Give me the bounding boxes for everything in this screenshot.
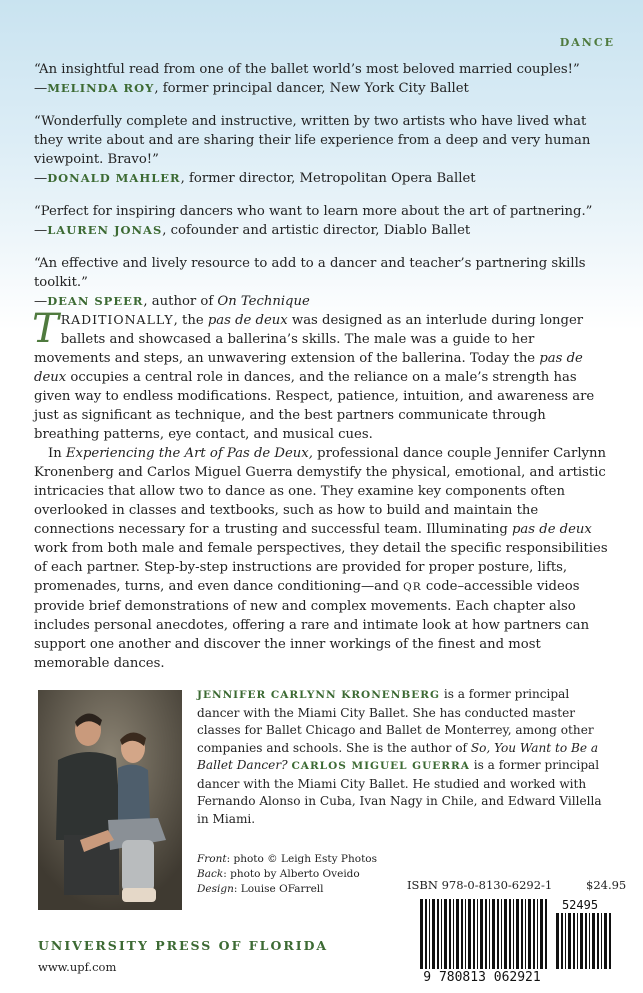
credit-line — [197, 867, 397, 882]
publisher-url: www.upf.com — [38, 960, 117, 974]
endorser-name: MELINDA ROY — [47, 81, 155, 95]
credit-text: : photo © Leigh Esty Photos — [226, 853, 377, 865]
author-name: JENNIFER CARLYNN KRONENBERG — [197, 689, 440, 701]
barcode-bar — [580, 913, 583, 969]
barcode-bar — [429, 899, 430, 969]
qr-abbrev: QR — [403, 581, 422, 593]
description-text: occupies a central role in dances, and the reliance on a male’s strength has given way to endless modifications. Respect, patience, intuition, and awareness are just as significant as technique, and the best partners communicate through breathing patterns, eye contact, and musical cues. — [34, 370, 595, 442]
endorsement-quote: “An insightful read from one of the ballet world’s most beloved married couples!” — [34, 62, 580, 77]
barcode-bar — [453, 899, 454, 969]
barcode-bar — [509, 899, 511, 969]
barcode — [410, 895, 618, 985]
description-text: professional dance couple Jennifer Carlynn Kronenberg and Carlos Miguel Guerra demystify the physical, emotional, and artistic intricacies that allow two to dance as one. They examine key components often overlooked in classes and textbooks, such as how to build and maintain the connections necessary for a trusting and successful team. Illuminating — [34, 446, 606, 537]
barcode-bar — [597, 913, 599, 969]
description-italic: pas de deux — [207, 313, 288, 328]
description-text: In — [48, 446, 66, 461]
endorser-book-title: On Technique — [217, 294, 310, 309]
barcode-bar — [525, 899, 526, 969]
credit-line — [197, 852, 397, 867]
description-paragraph — [34, 444, 614, 673]
credit-text: : photo by Alberto Oveido — [223, 868, 360, 880]
barcode-bar — [485, 899, 487, 969]
description-italic: Experiencing the Art of Pas de Deux, — [65, 446, 313, 461]
barcode-bar — [432, 899, 435, 969]
endorsements — [34, 60, 614, 325]
photo-credits — [197, 852, 397, 897]
barcode-bar — [504, 899, 507, 969]
endorsement-source: —LAUREN JONAS, cofounder and artistic director, Diablo Ballet — [34, 223, 471, 238]
endorsement — [34, 112, 614, 188]
publisher-name: UNIVERSITY PRESS OF FLORIDA — [38, 938, 329, 953]
bio-paragraph — [197, 686, 613, 828]
barcode-bar — [573, 913, 575, 969]
barcode-bar — [609, 913, 611, 969]
drop-cap: T — [32, 306, 59, 352]
barcode-bar — [468, 899, 471, 969]
endorser-affiliation: , former principal dancer, New York City Ballet — [154, 81, 469, 96]
barcode-bar — [441, 899, 442, 969]
barcode-bar — [473, 899, 475, 969]
endorser-name: DEAN SPEER — [47, 294, 144, 308]
barcode-graphic — [410, 895, 618, 985]
author-photo — [38, 690, 182, 910]
barcode-bar — [537, 899, 538, 969]
barcode-bar — [489, 899, 490, 969]
bio-book-title: So, You Want to Be a Ballet Dancer? — [197, 740, 599, 772]
endorsement — [34, 60, 614, 98]
barcode-bar — [497, 899, 499, 969]
description-italic: pas de deux — [511, 522, 592, 537]
endorsement-quote: “Perfect for inspiring dancers who want to learn more about the art of partnering.” — [34, 204, 593, 219]
endorsement — [34, 202, 614, 240]
barcode-bar — [568, 913, 571, 969]
barcode-bar — [604, 913, 607, 969]
barcode-digits: 9 780813 062921 — [423, 970, 541, 985]
description-italic: pas de deux — [34, 351, 583, 385]
barcode-bar — [420, 899, 423, 969]
credit-label: Design — [197, 883, 234, 895]
barcode-bar — [425, 899, 427, 969]
barcode-bar — [437, 899, 439, 969]
barcode-bar — [521, 899, 523, 969]
barcode-bar — [601, 913, 602, 969]
endorsement-source: —DEAN SPEER, author of On Technique — [34, 294, 310, 309]
author-name: CARLOS MIGUEL GUERRA — [291, 760, 470, 772]
barcode-bar — [456, 899, 459, 969]
credit-line — [197, 882, 397, 897]
barcode-bar — [449, 899, 451, 969]
category-label: DANCE — [559, 36, 615, 49]
description-text: , the — [173, 313, 208, 328]
endorser-affiliation: , author of — [143, 294, 218, 309]
endorser-affiliation: , former director, Metropolitan Opera Ballet — [180, 171, 476, 186]
barcode-bar — [545, 899, 547, 969]
endorsement-quote: “Wonderfully complete and instructive, written by two artists who have lived what they write about and are sharing their life experience from a deep and very human viewpoint. Bravo!” — [34, 114, 591, 167]
barcode-bar — [540, 899, 543, 969]
endorsement-source: —MELINDA ROY, former principal dancer, New York City Ballet — [34, 81, 469, 96]
description-text: code–accessible videos provide brief demonstrations of new and complex movements. Each chapter also includes personal anecdotes, offering a rare and intimate look at how partners can support one another and discover the inner workings of the finest and most memorable dances. — [34, 579, 590, 671]
bio-text: is a former principal dancer with the Miami City Ballet. He studied and worked with Fernando Alonso in Cuba, Ivan Nagy in Chile, and Edward Villella in Miami. — [197, 758, 602, 826]
barcode-bar — [461, 899, 463, 969]
description-paragraph — [32, 306, 614, 444]
barcode-bar — [561, 913, 563, 969]
endorser-name: LAUREN JONAS — [47, 223, 163, 237]
barcode-bar — [589, 913, 590, 969]
description-text: was designed as an interlude during longer ballets and showcased a ballerina’s skills. The male was a guide to her movements and steps, an unwavering extension of the ballerina. Today the — [34, 313, 584, 366]
endorsement-source: —DONALD MAHLER, former director, Metropolitan Opera Ballet — [34, 171, 476, 186]
endorser-name: DONALD MAHLER — [47, 171, 181, 185]
endorsement-quote: “An effective and lively resource to add to a dancer and teacher’s partnering skills toolkit.” — [34, 256, 586, 290]
barcode-bar — [444, 899, 447, 969]
credit-text: : Louise OFarrell — [233, 883, 324, 895]
lead-in: RADITIONALLY — [60, 312, 174, 327]
barcode-bar — [585, 913, 587, 969]
barcode-bar — [492, 899, 495, 969]
barcode-bar — [501, 899, 502, 969]
barcode-bar — [516, 899, 519, 969]
endorser-affiliation: , cofounder and artistic director, Diablo Ballet — [162, 223, 471, 238]
endorsement — [34, 254, 614, 311]
isbn: ISBN 978-0-8130-6292-1 — [407, 878, 553, 892]
barcode-bar — [565, 913, 566, 969]
description-text: work from both male and female perspectives, they detail the specific responsibilities of each partner. Step-by-step instructions are provided for proper posture, lifts, promenades, turns, and even dance conditioning—and — [34, 541, 608, 594]
barcode-bar — [577, 913, 578, 969]
barcode-bar — [592, 913, 595, 969]
barcode-bar — [465, 899, 466, 969]
bio-text: is a former principal dancer with the Miami City Ballet. She has conducted master classes for Ballet Chicago and Ballet de Monterrey, among other companies and schools. She is the author of — [197, 687, 594, 755]
barcode-bar — [533, 899, 535, 969]
author-bio — [197, 686, 613, 828]
barcode-bar — [528, 899, 531, 969]
barcode-bar — [480, 899, 483, 969]
credit-label: Back — [197, 868, 224, 880]
barcode-bar — [513, 899, 514, 969]
barcode-addon-digits: 52495 — [561, 898, 599, 912]
barcode-bar — [556, 913, 559, 969]
book-description — [32, 306, 614, 673]
price: $24.95 — [586, 878, 627, 892]
author-photo-illustration — [38, 690, 182, 910]
barcode-bar — [477, 899, 478, 969]
credit-label: Front — [197, 853, 227, 865]
